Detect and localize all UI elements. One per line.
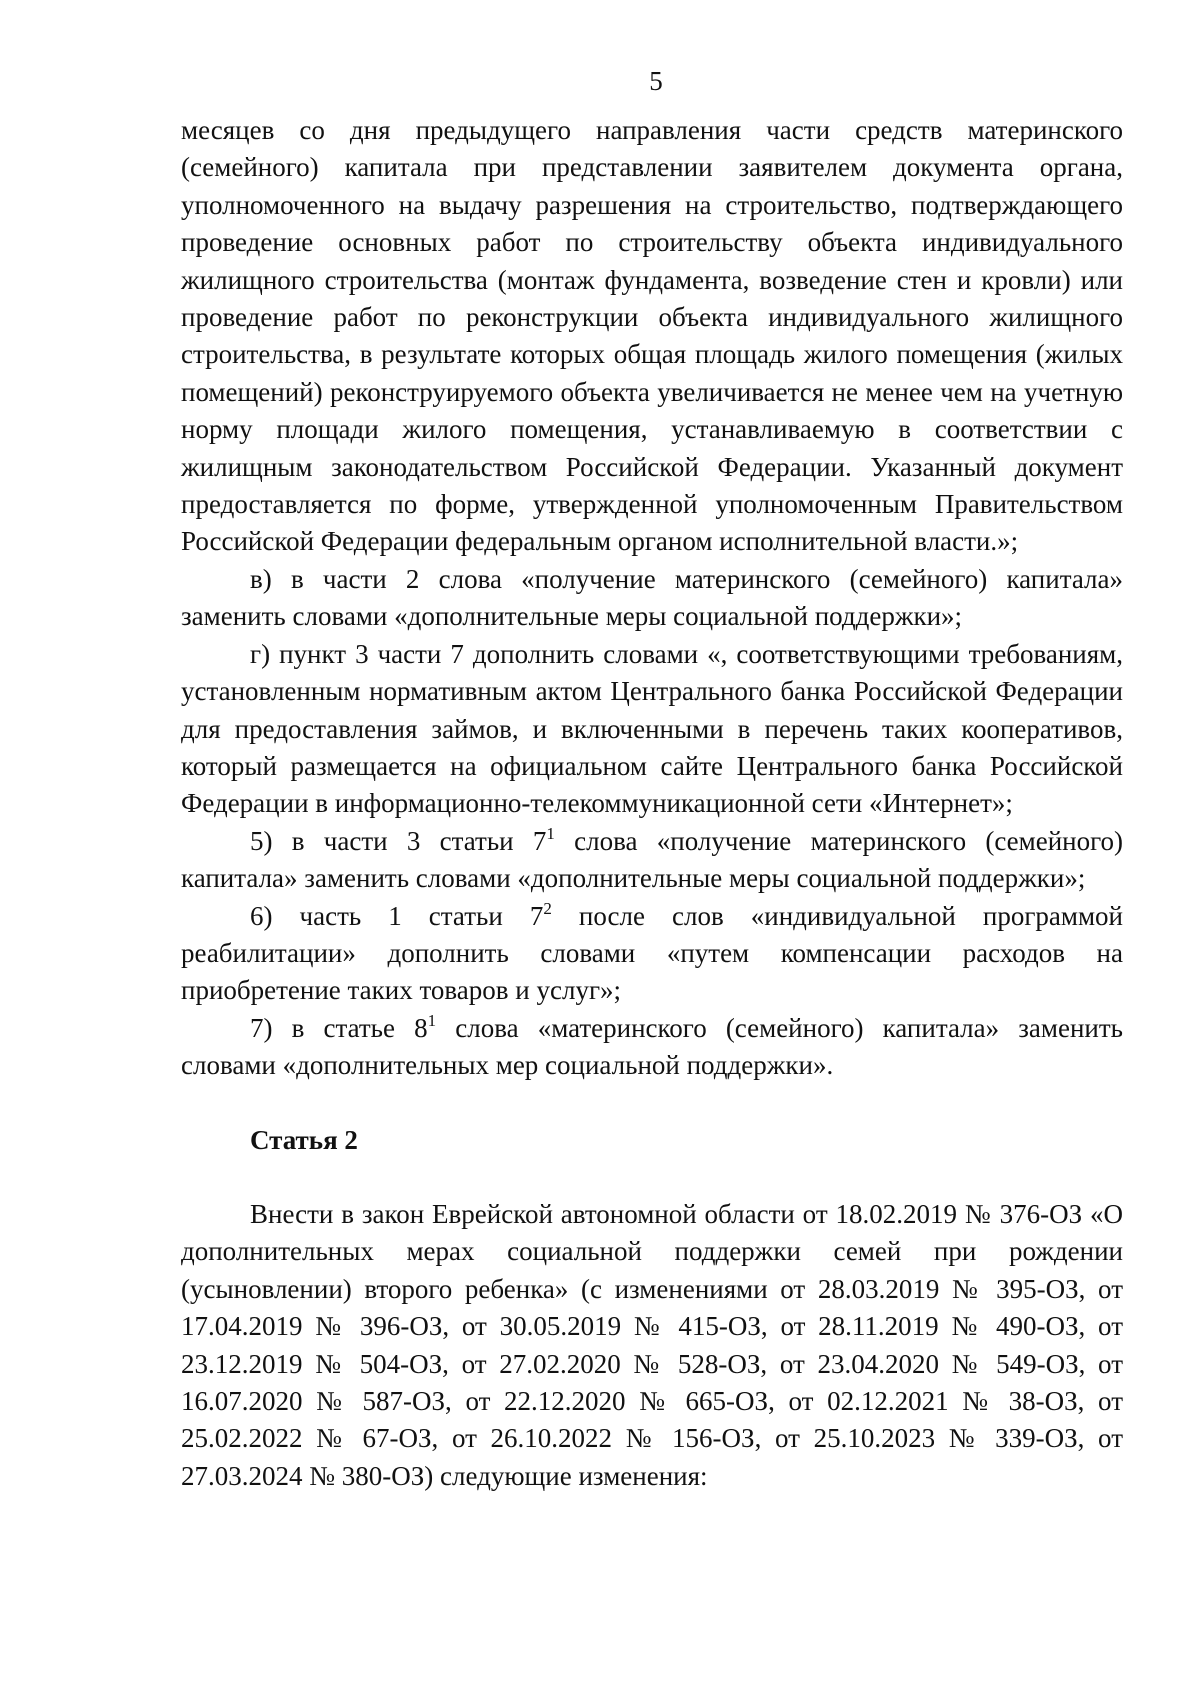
- superscript-index: 1: [546, 823, 555, 843]
- paragraph-item-5-before: 5) в части 3 статьи 7: [250, 825, 547, 856]
- paragraph-continuation: месяцев со дня предыдущего направления части средств материнского (семейного) капитала при представлении заявителем документа органа, уполномоченного на выдачу разрешения на строительство, подтверждающего проведение основных работ по строительству объекта индивидуального жилищного строительства (монтаж фундамента, возведение стен и кровли) или проведение работ по реконструкции объекта индивидуального жилищного строительства, в результате которых общая площадь жилого помещения (жилых помещений) реконструируемого объекта увеличивается не менее чем на учетную норму площади жилого помещения, устанавливаемую в соответствии с жилищным законодательством Российской Федерации. Указанный документ предоставляется по форме, утвержденной уполномоченным Правительством Российской Федерации федеральным органом исполнительной власти.»;: [181, 115, 1123, 557]
- paragraph-item-5-after: слова «получение материнского (семейного) капитала» заменить словами «дополнительные меры социальной поддержки»;: [181, 825, 1123, 894]
- superscript-index: 2: [543, 898, 552, 918]
- article-body: Внести в закон Еврейской автономной области от 18.02.2019 № 376-ОЗ «О дополнительных мерах социальной поддержки семей при рождении (усыновлении) второго ребенка» (с изменениями от 28.03.2019 № 395-ОЗ, от 17.04.2019 № 396-ОЗ, от 30.05.2019 № 415-ОЗ, от 28.11.2019 № 490-ОЗ, от 23.12.2019 № 504-ОЗ, от 27.02.2020 № 528-ОЗ, от 23.04.2020 № 549-ОЗ, от 16.07.2020 № 587-ОЗ, от 22.12.2020 № 665-ОЗ, от 02.12.2021 № 38-ОЗ, от 25.02.2022 № 67-ОЗ, от 26.10.2022 № 156-ОЗ, от 25.10.2023 № 339-ОЗ, от 27.03.2024 № 380-ОЗ) следующие изменения:: [181, 1198, 1123, 1491]
- page-number: 5: [649, 66, 663, 96]
- paragraph-item-v: в) в части 2 слова «получение материнского (семейного) капитала» заменить словами «дополнительные меры социальной поддержки»;: [181, 563, 1123, 632]
- section-gap: [181, 1159, 1123, 1196]
- document-body: [181, 112, 1123, 1495]
- paragraph-item-6-after: после слов «индивидуальной программой реабилитации» дополнить словами «путем компенсации расходов на приобретение таких товаров и услуг»;: [181, 900, 1123, 1006]
- section-gap: [181, 1085, 1123, 1122]
- paragraph-item-7-after: слова «материнского (семейного) капитала» заменить словами «дополнительных мер социальной поддержки».: [181, 1012, 1123, 1081]
- paragraph-item-6-before: 6) часть 1 статьи 7: [250, 900, 544, 931]
- paragraph-item-5: [181, 823, 1123, 898]
- paragraph-item-6: [181, 898, 1123, 1010]
- superscript-index: 1: [427, 1010, 437, 1030]
- article-heading: Статья 2: [250, 1124, 358, 1155]
- paragraph-item-g: г) пункт 3 части 7 дополнить словами «, соответствующими требованиям, установленным нормативным актом Центрального банка Российской Федерации для предоставления займов, и включенными в перечень таких кооперативов, который размещается на официальном сайте Центрального банка Российской Федерации в информационно-телекоммуникационной сети «Интернет»;: [181, 638, 1123, 819]
- paragraph-item-7-before: 7) в статье 8: [250, 1012, 428, 1043]
- paragraph-item-7: [181, 1010, 1123, 1085]
